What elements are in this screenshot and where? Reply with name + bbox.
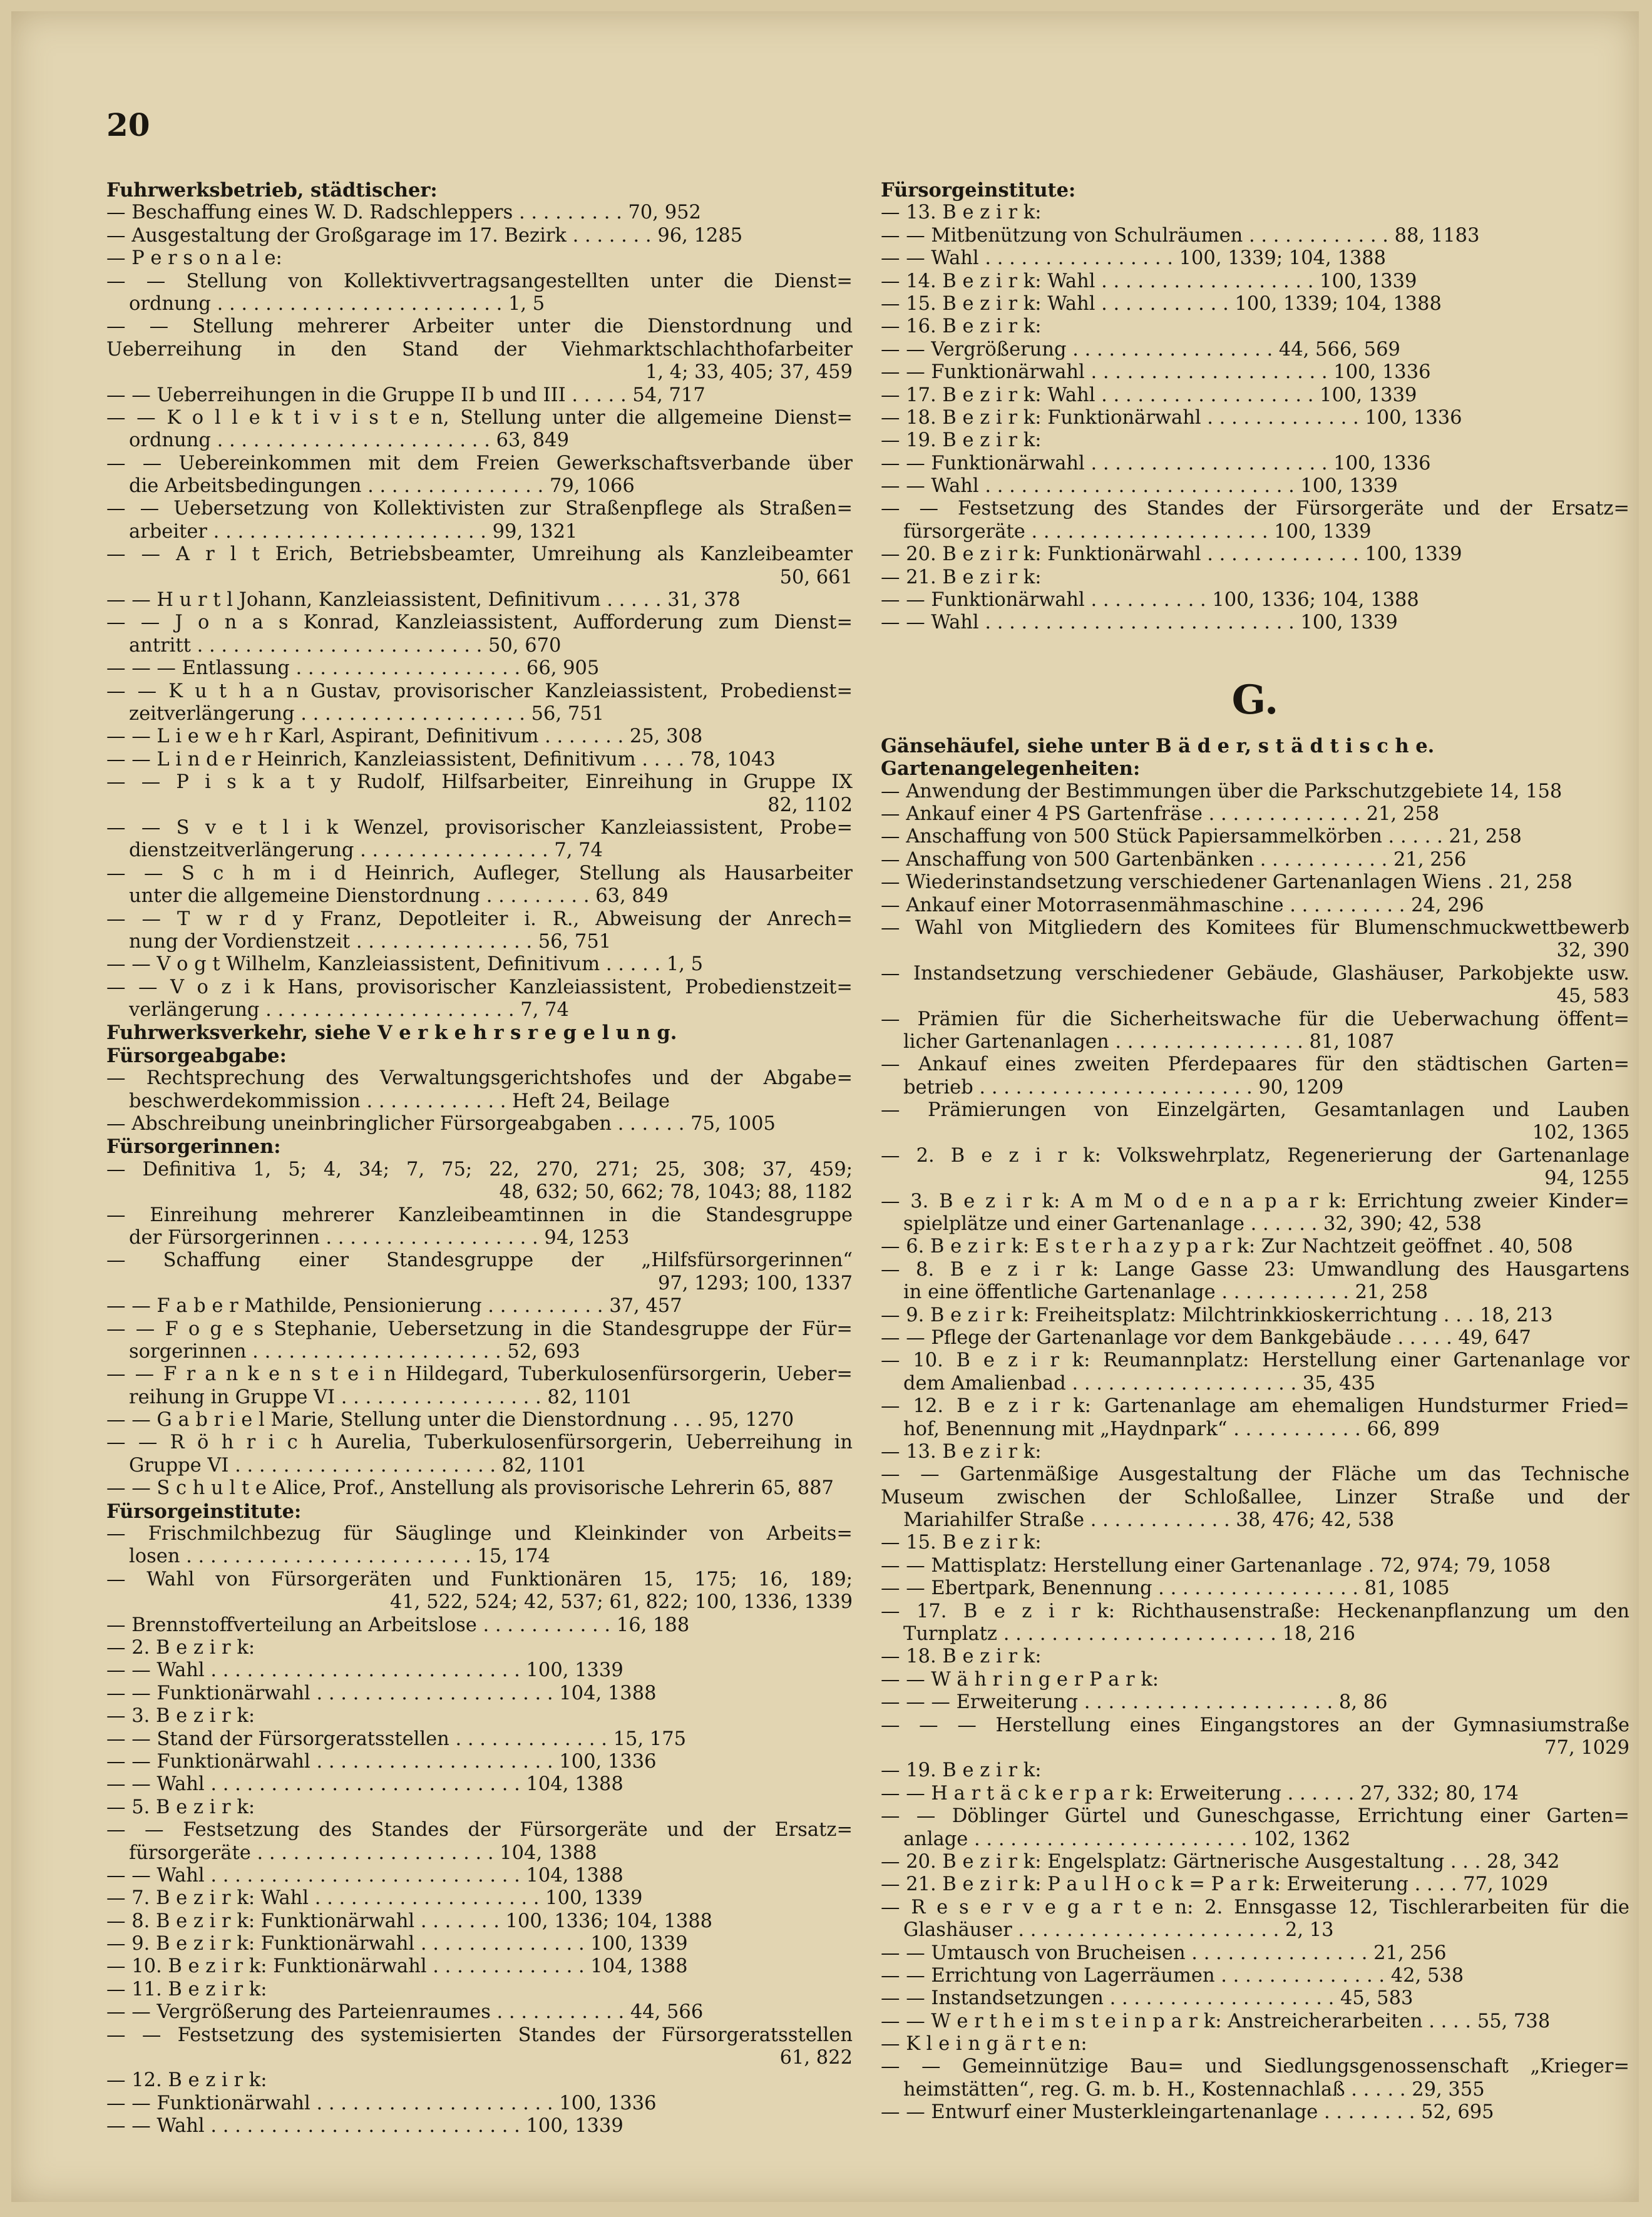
index-entry: — Prämien für die Sicherheitswache für die Ueberwachung öffent=: [881, 1008, 1629, 1030]
section-letter: G.: [1231, 676, 1279, 724]
index-heading: Gänsehäufel, siehe unter B ä d e r, s t ä d t i s c h e.: [881, 734, 1435, 757]
index-entry: — 2. B e z i r k: Volkswehrplatz, Regenerierung der Gartenanlage: [881, 1144, 1629, 1167]
index-entry: — 8. B e z i r k: Funktionärwahl . . . . . . . 100, 1336; 104, 1388: [106, 1910, 713, 1932]
index-entry: — — J o n a s Konrad, Kanzleiassistent, Aufforderung zum Dienst=: [106, 612, 853, 634]
index-entry: — — Vergrößerung . . . . . . . . . . . . . . . . . 44, 566, 569: [881, 338, 1400, 361]
index-entry: 61, 822: [779, 2047, 853, 2069]
index-entry: — Ausgestaltung der Großgarage im 17. Bezirk . . . . . . . 96, 1285: [106, 224, 743, 247]
index-entry: — 13. B e z i r k:: [881, 202, 1042, 224]
index-entry: — — Mattisplatz: Herstellung einer Gartenanlage . 72, 974; 79, 1058: [881, 1554, 1551, 1577]
index-entry: sorgerinnen . . . . . . . . . . . . . . . . . . . . . 52, 693: [129, 1340, 580, 1363]
index-entry: — Wahl von Fürsorgeräten und Funktionären 15, 175; 16, 189;: [106, 1568, 853, 1590]
index-entry: — 3. B e z i r k:: [106, 1705, 255, 1728]
index-entry: anlage . . . . . . . . . . . . . . . . . . . . . . . 102, 1362: [903, 1828, 1351, 1850]
index-entry: — K l e i n g ä r t e n:: [881, 2033, 1087, 2056]
index-entry: — — Wahl . . . . . . . . . . . . . . . . . . . . . . . . . . 100, 1339: [881, 612, 1398, 634]
right-column-bottom: [881, 735, 1629, 2124]
index-entry: — 18. B e z i r k: Funktionärwahl . . . . . . . . . . . . . 100, 1336: [881, 406, 1462, 429]
index-entry: — 21. B e z i r k: P a u l H o c k = P a r k: Erweiterung . . . . 77, 1029: [881, 1873, 1548, 1896]
page-number: 20: [106, 106, 150, 143]
index-entry: — Wiederinstandsetzung verschiedener Gartenanlagen Wiens . 21, 258: [881, 871, 1572, 894]
index-entry: — Ankauf einer 4 PS Gartenfräse . . . . . . . . . . . . . 21, 258: [881, 802, 1440, 825]
index-entry: — — Festsetzung des Standes der Fürsorgeräte und der Ersatz=: [106, 1819, 853, 1841]
index-entry: 32, 390: [1556, 940, 1629, 962]
index-entry: — 9. B e z i r k: Funktionärwahl . . . . . . . . . . . . . . 100, 1339: [106, 1933, 688, 1955]
index-entry: — 6. B e z i r k: E s t e r h a z y p a r k: Zur Nachtzeit geöffnet . 40, 508: [881, 1236, 1573, 1258]
index-entry: 45, 583: [1556, 985, 1629, 1008]
index-entry: ordnung . . . . . . . . . . . . . . . . . . . . . . . . 1, 5: [129, 292, 545, 315]
index-entry: licher Gartenanlagen . . . . . . . . . . . . . . . . 81, 1087: [903, 1030, 1395, 1053]
index-entry: — — Döblinger Gürtel und Guneschgasse, Errichtung einer Garten=: [881, 1805, 1629, 1828]
index-entry: hof, Benennung mit „Haydnpark“ . . . . . . . . . . . 66, 899: [903, 1418, 1440, 1440]
index-entry: — — S v e t l i k Wenzel, provisorischer Kanzleiassistent, Probe=: [106, 816, 853, 839]
right-column: [881, 179, 1629, 2124]
index-entry: — 20. B e z i r k: Funktionärwahl . . . . . . . . . . . . . 100, 1339: [881, 543, 1462, 566]
index-entry: — 17. B e z i r k: Wahl . . . . . . . . . . . . . . . . . . 100, 1339: [881, 384, 1417, 406]
index-entry: — — P i s k a t y Rudolf, Hilfsarbeiter, Einreihung in Gruppe IX: [106, 771, 853, 794]
index-entry: — — Stellung mehrerer Arbeiter unter die Dienstordnung und: [106, 315, 853, 338]
index-entry: — Schaffung einer Standesgruppe der „Hilfsfürsorgerinnen“: [106, 1249, 853, 1272]
index-entry: — 17. B e z i r k: Richthausenstraße: Heckenanpflanzung um den: [881, 1600, 1629, 1622]
right-column-top: [881, 179, 1629, 635]
index-entry: — 19. B e z i r k:: [881, 429, 1042, 452]
index-entry: — — — Herstellung eines Eingangstores an der Gymnasiumstraße: [881, 1714, 1629, 1736]
index-entry: 94, 1255: [1544, 1167, 1629, 1190]
index-entry: — 12. B e z i r k: Gartenanlage am ehemaligen Hundsturmer Fried=: [881, 1395, 1629, 1418]
index-entry: — 2. B e z i r k:: [106, 1637, 255, 1659]
index-entry: — — Mitbenützung von Schulräumen . . . . . . . . . . . . 88, 1183: [881, 224, 1480, 247]
index-entry: — R e s e r v e g a r t e n: 2. Ennsgasse 12, Tischlerarbeiten für die: [881, 1896, 1629, 1918]
index-entry: — 9. B e z i r k: Freiheitsplatz: Milchtrinkkioskerrichtung . . . 18, 213: [881, 1304, 1553, 1326]
index-entry: — — Gemeinnützige Bau= und Siedlungsgenossenschaft „Krieger=: [881, 2056, 1629, 2078]
index-entry: — — Wahl . . . . . . . . . . . . . . . . . . . . . . . . . . 104, 1388: [106, 1773, 623, 1796]
index-entry: — 21. B e z i r k:: [881, 566, 1042, 588]
index-entry: reihung in Gruppe VI . . . . . . . . . . . . . . . . . 82, 1101: [129, 1386, 633, 1408]
index-entry: — — Funktionärwahl . . . . . . . . . . . . . . . . . . . . 100, 1336: [106, 1750, 657, 1773]
index-entry: — — K u t h a n Gustav, provisorischer Kanzleiassistent, Probedienst=: [106, 680, 853, 702]
index-entry: — — Entwurf einer Musterkleingartenanlage . . . . . . . . 52, 695: [881, 2101, 1494, 2124]
index-entry: — — F o g e s Stephanie, Uebersetzung in die Standesgruppe der Für=: [106, 1318, 853, 1340]
index-entry: — Einreihung mehrerer Kanzleibeamtinnen in die Standesgruppe: [106, 1204, 853, 1226]
index-entry: — 14. B e z i r k: Wahl . . . . . . . . . . . . . . . . . . 100, 1339: [881, 270, 1417, 292]
index-entry: — — K o l l e k t i v i s t e n, Stellung unter die allgemeine Dienst=: [106, 406, 853, 429]
index-entry: — — Wahl . . . . . . . . . . . . . . . . . . . . . . . . . . 100, 1339: [881, 475, 1398, 498]
index-entry: Mariahilfer Straße . . . . . . . . . . . . 38, 476; 42, 538: [903, 1509, 1395, 1532]
index-entry: — — Wahl . . . . . . . . . . . . . . . . . . . . . . . . . . 100, 1339: [106, 1659, 623, 1682]
index-entry: antritt . . . . . . . . . . . . . . . . . . . . . . . . 50, 670: [129, 634, 562, 657]
index-entry: arbeiter . . . . . . . . . . . . . . . . . . . . . . . 99, 1321: [129, 520, 578, 543]
index-entry: — 20. B e z i r k: Engelsplatz: Gärtnerische Ausgestaltung . . . 28, 342: [881, 1850, 1560, 1873]
index-entry: beschwerdekommission . . . . . . . . . . . . Heft 24, Beilage: [129, 1090, 670, 1112]
index-entry: — — T w r d y Franz, Depotleiter i. R., Abweisung der Anrech=: [106, 908, 853, 930]
index-entry: — — Gartenmäßige Ausgestaltung der Fläche um das Technische: [881, 1463, 1629, 1486]
index-heading: Fürsorgerinnen:: [106, 1135, 281, 1159]
index-entry: unter die allgemeine Dienstordnung . . . . . . . . . 63, 849: [129, 885, 669, 908]
index-entry: — — Instandsetzungen . . . . . . . . . . . . . . . . . . . 45, 583: [881, 1987, 1413, 2010]
index-entry: — — Vergrößerung des Parteienraumes . . . . . . . . . . . 44, 566: [106, 2001, 704, 2024]
index-heading: Fuhrwerksbetrieb, städtischer:: [106, 179, 438, 202]
index-entry: — — Wahl . . . . . . . . . . . . . . . . . . . . . . . . . . 104, 1388: [106, 1864, 623, 1887]
index-entry: — — R ö h r i c h Aurelia, Tuberkulosenfürsorgerin, Ueberreihung in: [106, 1431, 853, 1454]
index-entry: — — S c h u l t e Alice, Prof., Anstellung als provisorische Lehrerin 65, 887: [106, 1477, 834, 1500]
index-entry: — — Uebersetzung von Kollektivisten zur Straßenpflege als Straßen=: [106, 498, 853, 520]
index-entry: 97, 1293; 100, 1337: [657, 1272, 853, 1294]
index-entry: — — Ebertpark, Benennung . . . . . . . . . . . . . . . . . 81, 1085: [881, 1577, 1450, 1600]
index-entry: — 8. B e z i r k: Lange Gasse 23: Umwandlung des Hausgartens: [881, 1258, 1629, 1281]
index-entry: — — Wahl . . . . . . . . . . . . . . . . . . . . . . . . . . 100, 1339: [106, 2115, 623, 2138]
index-entry: Turnplatz . . . . . . . . . . . . . . . . . . . . . . . 18, 216: [903, 1623, 1356, 1646]
index-entry: heimstätten“, reg. G. m. b. H., Kostennachlaß . . . . . 29, 355: [903, 2078, 1485, 2101]
index-entry: fürsorgeräte . . . . . . . . . . . . . . . . . . . . 100, 1339: [903, 520, 1372, 543]
index-entry: — — Wahl . . . . . . . . . . . . . . . . 100, 1339; 104, 1388: [881, 247, 1387, 270]
index-entry: — 11. B e z i r k:: [106, 1978, 267, 2000]
index-entry: — — Funktionärwahl . . . . . . . . . . . . . . . . . . . . 104, 1388: [106, 1682, 657, 1704]
index-entry: 50, 661: [779, 566, 853, 588]
index-entry: — — Umtausch von Brucheisen . . . . . . . . . . . . . . . 21, 256: [881, 1942, 1447, 1964]
index-entry: — — H a r t ä c k e r p a r k: Erweiterung . . . . . . 27, 332; 80, 174: [881, 1782, 1519, 1805]
index-entry: — Rechtsprechung des Verwaltungsgerichtshofes und der Abgabe=: [106, 1067, 853, 1090]
index-entry: — Definitiva 1, 5; 4, 34; 7, 75; 22, 270, 271; 25, 308; 37, 459;: [106, 1158, 853, 1180]
index-entry: 48, 632; 50, 662; 78, 1043; 88, 1182: [499, 1181, 853, 1204]
index-entry: — — Ueberreihungen in die Gruppe II b und III . . . . . 54, 717: [106, 384, 705, 406]
index-entry: — 10. B e z i r k: Funktionärwahl . . . . . . . . . . . . . 104, 1388: [106, 1955, 688, 1978]
index-entry: losen . . . . . . . . . . . . . . . . . . . . . . . . 15, 174: [129, 1545, 550, 1568]
index-entry: 102, 1365: [1532, 1122, 1629, 1144]
index-entry: 41, 522, 524; 42, 537; 61, 822; 100, 1336, 1339: [390, 1591, 853, 1614]
index-entry: — Anwendung der Bestimmungen über die Parkschutzgebiete 14, 158: [881, 780, 1562, 802]
index-entry: — Anschaffung von 500 Gartenbänken . . . . . . . . . . . 21, 256: [881, 848, 1467, 871]
index-entry: ordnung . . . . . . . . . . . . . . . . . . . . . . . 63, 849: [129, 429, 570, 452]
index-entry: — Ankauf eines zweiten Pferdepaares für den städtischen Garten=: [881, 1053, 1629, 1076]
index-heading: Gartenangelegenheiten:: [881, 757, 1141, 781]
index-entry: fürsorgeräte . . . . . . . . . . . . . . . . . . . . 104, 1388: [129, 1841, 597, 1864]
index-entry: 82, 1102: [767, 794, 853, 816]
index-entry: — 12. B e z i r k:: [106, 2069, 267, 2092]
index-entry: 1, 4; 33, 405; 37, 459: [645, 361, 853, 384]
index-entry: — — — Erweiterung . . . . . . . . . . . . . . . . . . . . . 8, 86: [881, 1691, 1388, 1714]
index-entry: — — F r a n k e n s t e i n Hildegard, Tuberkulosenfürsorgerin, Ueber=: [106, 1363, 853, 1386]
index-entry: — — L i n d e r Heinrich, Kanzleiassistent, Definitivum . . . . 78, 1043: [106, 748, 776, 771]
index-entry: — Instandsetzung verschiedener Gebäude, Glashäuser, Parkobjekte usw.: [881, 962, 1629, 985]
index-entry: — P e r s o n a l e:: [106, 247, 282, 270]
index-entry: Ueberreihung in den Stand der Viehmarktschlachthofarbeiter: [106, 338, 853, 361]
index-entry: Museum zwischen der Schloßallee, Linzer Straße und der: [881, 1486, 1629, 1508]
index-entry: — Anschaffung von 500 Stück Papiersammelkörben . . . . . 21, 258: [881, 826, 1522, 848]
index-entry: — Frischmilchbezug für Säuglinge und Kleinkinder von Arbeits=: [106, 1523, 853, 1545]
index-entry: — 15. B e z i r k:: [881, 1532, 1042, 1554]
index-entry: — — Festsetzung des systemisierten Standes der Fürsorgeratsstellen: [106, 2024, 853, 2046]
index-entry: — Wahl von Mitgliedern des Komitees für Blumenschmuckwettbewerb: [881, 916, 1629, 939]
index-entry: — — W e r t h e i m s t e i n p a r k: Anstreicherarbeiten . . . . 55, 738: [881, 2010, 1551, 2032]
index-entry: nung der Vordienstzeit . . . . . . . . . . . . . . . 56, 751: [129, 930, 612, 953]
index-entry: — Abschreibung uneinbringlicher Fürsorgeabgaben . . . . . . 75, 1005: [106, 1113, 776, 1135]
index-entry: — — — Entlassung . . . . . . . . . . . . . . . . . . . 66, 905: [106, 657, 600, 680]
index-entry: — Prämierungen von Einzelgärten, Gesamtanlagen und Lauben: [881, 1099, 1629, 1122]
index-entry: — — V o z i k Hans, provisorischer Kanzleiassistent, Probedienstzeit=: [106, 976, 853, 998]
index-entry: — 5. B e z i r k:: [106, 1796, 255, 1818]
index-entry: — — F a b e r Mathilde, Pensionierung . . . . . . . . . . 37, 457: [106, 1295, 682, 1318]
index-entry: — — Festsetzung des Standes der Fürsorgeräte und der Ersatz=: [881, 498, 1629, 520]
index-entry: — 15. B e z i r k: Wahl . . . . . . . . . . . 100, 1339; 104, 1388: [881, 292, 1442, 315]
index-entry: in eine öffentliche Gartenanlage . . . . . . . . . . . 21, 258: [903, 1281, 1429, 1304]
index-heading: Fürsorgeinstitute:: [881, 179, 1076, 202]
index-entry: — — Pflege der Gartenanlage vor dem Bankgebäude . . . . . 49, 647: [881, 1326, 1531, 1349]
index-entry: — — Funktionärwahl . . . . . . . . . . . . . . . . . . . . 100, 1336: [881, 361, 1431, 384]
index-entry: die Arbeitsbedingungen . . . . . . . . . . . . . . . 79, 1066: [129, 475, 635, 498]
index-entry: — 10. B e z i r k: Reumannplatz: Herstellung einer Gartenanlage vor: [881, 1349, 1629, 1372]
index-entry: dienstzeitverlängerung . . . . . . . . . . . . . . . . 7, 74: [129, 839, 603, 862]
index-entry: — — Funktionärwahl . . . . . . . . . . 100, 1336; 104, 1388: [881, 589, 1419, 612]
index-entry: Gruppe VI . . . . . . . . . . . . . . . . . . . . . . 82, 1101: [129, 1454, 587, 1477]
index-entry: Glashäuser . . . . . . . . . . . . . . . . . . . . . . 2, 13: [903, 1919, 1334, 1942]
index-entry: — 13. B e z i r k:: [881, 1440, 1042, 1463]
index-entry: — — H u r t l Johann, Kanzleiassistent, Definitivum . . . . . 31, 378: [106, 589, 741, 612]
index-entry: — — S c h m i d Heinrich, Aufleger, Stellung als Hausarbeiter: [106, 862, 853, 884]
index-entry: — — Funktionärwahl . . . . . . . . . . . . . . . . . . . . 100, 1336: [881, 452, 1431, 474]
index-entry: — — G a b r i e l Marie, Stellung unter die Dienstordnung . . . 95, 1270: [106, 1409, 794, 1431]
index-entry: spielplätze und einer Gartenanlage . . . . . . 32, 390; 42, 538: [903, 1213, 1482, 1236]
index-entry: betrieb . . . . . . . . . . . . . . . . . . . . . . . 90, 1209: [903, 1076, 1344, 1098]
index-entry: — 19. B e z i r k:: [881, 1759, 1042, 1782]
index-entry: — — Uebereinkommen mit dem Freien Gewerkschaftsverbande über: [106, 452, 853, 474]
index-entry: — — V o g t Wilhelm, Kanzleiassistent, Definitivum . . . . . 1, 5: [106, 953, 704, 976]
index-entry: dem Amalienbad . . . . . . . . . . . . . . . . . . . 35, 435: [903, 1372, 1376, 1395]
index-entry: zeitverlängerung . . . . . . . . . . . . . . . . . . . 56, 751: [129, 702, 605, 725]
index-entry: — Ankauf einer Motorrasenmähmaschine . . . . . . . . . . 24, 296: [881, 894, 1484, 916]
index-entry: verlängerung . . . . . . . . . . . . . . . . . . . . . 7, 74: [129, 999, 569, 1021]
index-heading: Fürsorgeabgabe:: [106, 1044, 287, 1067]
index-entry: — — Errichtung von Lagerräumen . . . . . . . . . . . . . . 42, 538: [881, 1964, 1464, 1987]
index-entry: — Beschaffung eines W. D. Radschleppers . . . . . . . . . 70, 952: [106, 202, 701, 224]
index-entry: — 18. B e z i r k:: [881, 1646, 1042, 1668]
index-entry: — 3. B e z i r k: A m M o d e n a p a r k: Errichtung zweier Kinder=: [881, 1190, 1629, 1212]
index-entry: — — Stand der Fürsorgeratsstellen . . . . . . . . . . . . . 15, 175: [106, 1728, 687, 1750]
index-entry: — 7. B e z i r k: Wahl . . . . . . . . . . . . . . . . . . . 100, 1339: [106, 1887, 643, 1910]
index-entry: — 16. B e z i r k:: [881, 315, 1042, 338]
left-column: [106, 179, 853, 2138]
index-entry: — — Funktionärwahl . . . . . . . . . . . . . . . . . . . . 100, 1336: [106, 2092, 657, 2114]
index-entry: — — L i e w e h r Karl, Aspirant, Definitivum . . . . . . . 25, 308: [106, 725, 703, 748]
index-entry: — Brennstoffverteilung an Arbeitslose . . . . . . . . . . . 16, 188: [106, 1614, 690, 1636]
index-heading: Fuhrwerksverkehr, siehe V e r k e h r s r e g e l u n g.: [106, 1021, 677, 1045]
index-entry: der Fürsorgerinnen . . . . . . . . . . . . . . . . . . 94, 1253: [129, 1226, 630, 1249]
index-entry: 77, 1029: [1544, 1737, 1629, 1759]
index-entry: — — A r l t Erich, Betriebsbeamter, Umreihung als Kanzleibeamter: [106, 543, 853, 566]
index-entry: — — W ä h r i n g e r P a r k:: [881, 1668, 1159, 1691]
index-entry: — — Stellung von Kollektivvertragsangestellten unter die Dienst=: [106, 270, 853, 292]
book-page: [11, 11, 1639, 2202]
index-heading: Fürsorgeinstitute:: [106, 1500, 302, 1523]
